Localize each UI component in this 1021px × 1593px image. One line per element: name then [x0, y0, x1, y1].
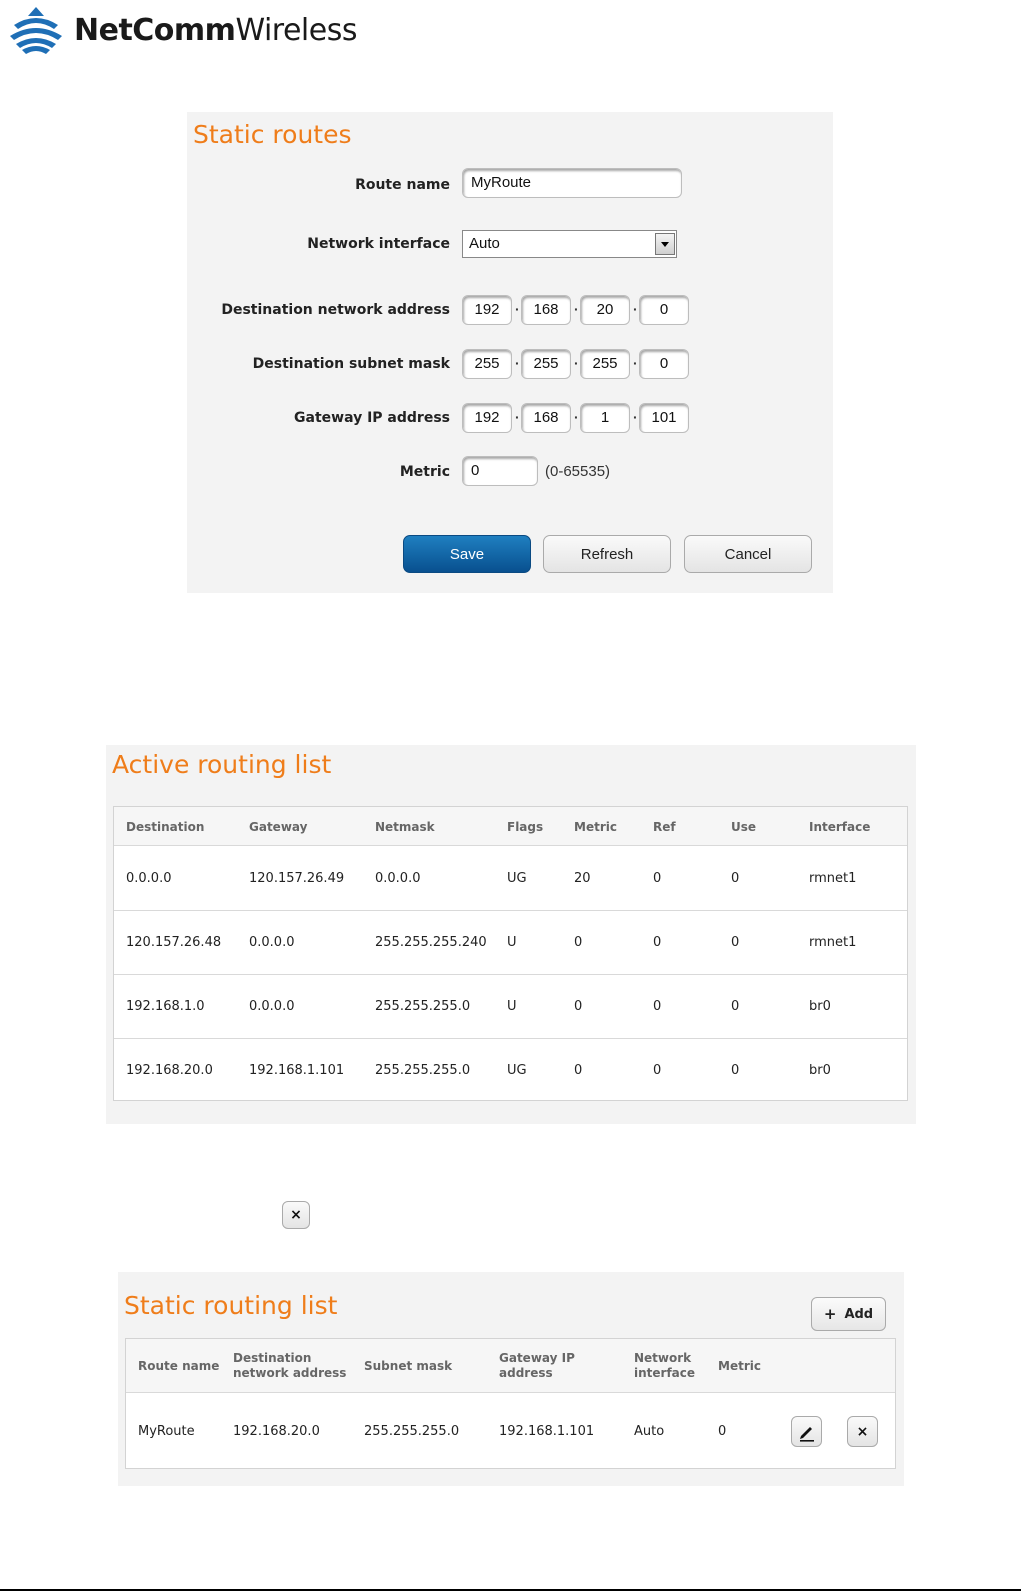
- col-gateway-ip-address: [499, 1351, 575, 1381]
- route-name-label: Route name: [355, 177, 450, 193]
- col-metric-line: Metric: [718, 1359, 761, 1373]
- octet-separator: ·: [633, 409, 638, 425]
- col-network-interface: [634, 1351, 695, 1381]
- table-row: [114, 847, 907, 911]
- gateway-octet-3[interactable]: 1: [580, 403, 630, 433]
- cell-interface: br0: [809, 999, 831, 1014]
- col-metric: [718, 1359, 761, 1374]
- col-header-line-1: Network: [634, 1351, 692, 1365]
- cell-flags: U: [507, 999, 517, 1014]
- cell-ref: 0: [653, 999, 662, 1014]
- octet-separator: ·: [574, 301, 579, 317]
- cell-gateway: 192.168.1.101: [499, 1424, 595, 1439]
- cell-destination: 0.0.0.0: [126, 871, 172, 886]
- cell-use: 0: [731, 1063, 740, 1078]
- edit-route-button[interactable]: [791, 1416, 822, 1447]
- subnet-mask-octet-4[interactable]: 0: [639, 349, 689, 379]
- octet-separator: ·: [574, 409, 579, 425]
- save-button[interactable]: Save: [403, 535, 531, 573]
- cell-metric: 20: [574, 871, 591, 886]
- table-header: [126, 1339, 895, 1393]
- destination-subnet-mask-label: Destination subnet mask: [252, 356, 450, 372]
- close-icon: ×: [290, 1207, 302, 1223]
- gateway-octet-1[interactable]: 192: [462, 403, 512, 433]
- cell-gateway: 0.0.0.0: [249, 935, 295, 950]
- footer-divider: [0, 1589, 1021, 1591]
- delete-icon-sample[interactable]: [282, 1201, 310, 1229]
- cell-use: 0: [731, 935, 740, 950]
- metric-label: Metric: [399, 464, 450, 480]
- table-header: [114, 807, 907, 846]
- subnet-mask-octet-2[interactable]: 255: [521, 349, 571, 379]
- network-interface-select[interactable]: [462, 230, 677, 258]
- network-interface-label: Network interface: [307, 236, 450, 252]
- col-header-line-2: interface: [634, 1366, 696, 1380]
- table-row: [126, 1394, 895, 1469]
- cell-metric: 0: [574, 935, 583, 950]
- cell-flags: UG: [507, 1063, 527, 1078]
- cell-ref: 0: [653, 935, 662, 950]
- octet-separator: ·: [515, 301, 520, 317]
- col-flags: Flags: [507, 820, 544, 834]
- col-subnet-mask: [364, 1359, 452, 1374]
- active-routing-title: Active routing list: [112, 750, 332, 779]
- table-row: [114, 975, 907, 1039]
- cell-gateway: 120.157.26.49: [249, 871, 345, 886]
- add-route-button[interactable]: [811, 1297, 886, 1331]
- col-header-line-1: Destination: [233, 1351, 312, 1365]
- col-header-line-2: network address: [233, 1366, 347, 1380]
- col-route-name-line: Route name: [138, 1359, 220, 1373]
- active-routing-panel: [106, 745, 916, 1124]
- cell-ref: 0: [653, 1063, 662, 1078]
- cell-netmask: 0.0.0.0: [375, 871, 421, 886]
- metric-range-hint: (0-65535): [545, 463, 611, 480]
- gateway-octet-4[interactable]: 101: [639, 403, 689, 433]
- static-routes-title: Static routes: [193, 120, 352, 149]
- col-netmask: Netmask: [375, 820, 435, 834]
- cell-destination: 192.168.1.0: [126, 999, 205, 1014]
- cell-gateway: 192.168.1.101: [249, 1063, 345, 1078]
- col-destination-network-address: [233, 1351, 346, 1381]
- wifi-logo-icon: [8, 5, 64, 55]
- cell-metric: 0: [574, 999, 583, 1014]
- col-ref: Ref: [653, 820, 676, 834]
- delete-route-button[interactable]: [847, 1416, 878, 1447]
- static-routing-table: [125, 1338, 896, 1469]
- cell-ref: 0: [653, 871, 662, 886]
- cell-netmask: 255.255.255.240: [375, 935, 487, 950]
- static-routing-title: Static routing list: [124, 1291, 338, 1320]
- table-row: [114, 911, 907, 975]
- cell-use: 0: [731, 999, 740, 1014]
- plus-icon: +: [823, 1305, 837, 1323]
- metric-input[interactable]: 0: [462, 456, 538, 486]
- dest-address-octet-1[interactable]: 192: [462, 295, 512, 325]
- pencil-icon: [797, 1422, 817, 1442]
- close-icon: ×: [856, 1423, 869, 1440]
- octet-separator: ·: [515, 355, 520, 371]
- cell-route-name: MyRoute: [138, 1424, 195, 1439]
- cell-interface: rmnet1: [809, 935, 857, 950]
- dest-address-octet-2[interactable]: 168: [521, 295, 571, 325]
- add-route-label: Add: [844, 1306, 874, 1322]
- active-routing-table: [113, 806, 908, 1101]
- brand-bold: NetComm: [74, 12, 236, 48]
- octet-separator: ·: [515, 409, 520, 425]
- cell-use: 0: [731, 871, 740, 886]
- col-use: Use: [731, 820, 757, 834]
- dropdown-arrow-icon[interactable]: [655, 233, 675, 255]
- refresh-button[interactable]: Refresh: [543, 535, 671, 573]
- dest-address-octet-3[interactable]: 20: [580, 295, 630, 325]
- octet-separator: ·: [633, 355, 638, 371]
- cell-flags: U: [507, 935, 517, 950]
- cancel-button[interactable]: Cancel: [684, 535, 812, 573]
- dest-address-octet-4[interactable]: 0: [639, 295, 689, 325]
- subnet-mask-octet-3[interactable]: 255: [580, 349, 630, 379]
- netcomm-logo: [8, 6, 357, 54]
- cell-gateway: 0.0.0.0: [249, 999, 295, 1014]
- col-subnet-mask-line: Subnet mask: [364, 1359, 453, 1373]
- cell-interface: rmnet1: [809, 871, 857, 886]
- cell-metric: 0: [574, 1063, 583, 1078]
- destination-network-address-label: Destination network address: [221, 302, 450, 318]
- network-interface-value: Auto: [469, 235, 500, 252]
- col-route-name: [138, 1359, 219, 1374]
- table-row: [114, 1039, 907, 1101]
- col-interface: Interface: [809, 820, 871, 834]
- cell-netmask: 255.255.255.0: [375, 999, 471, 1014]
- static-routes-panel: [187, 112, 833, 593]
- octet-separator: ·: [633, 301, 638, 317]
- gateway-octet-2[interactable]: 168: [521, 403, 571, 433]
- cell-flags: UG: [507, 871, 527, 886]
- static-routing-panel: [118, 1272, 904, 1486]
- octet-separator: ·: [574, 355, 579, 371]
- col-header-line-1: Gateway IP: [499, 1351, 575, 1365]
- route-name-input[interactable]: MyRoute: [462, 168, 682, 198]
- cell-subnet-mask: 255.255.255.0: [364, 1424, 460, 1439]
- cell-destination: 192.168.20.0: [126, 1063, 213, 1078]
- col-destination: Destination: [126, 820, 205, 834]
- cell-interface: br0: [809, 1063, 831, 1078]
- brand-light: Wireless: [235, 12, 357, 48]
- cell-network-interface: Auto: [634, 1424, 665, 1439]
- cell-destination: 192.168.20.0: [233, 1424, 320, 1439]
- col-gateway: Gateway: [249, 820, 308, 834]
- gateway-ip-address-label: Gateway IP address: [294, 410, 450, 426]
- cell-metric: 0: [718, 1424, 727, 1439]
- cell-destination: 120.157.26.48: [126, 935, 222, 950]
- col-header-line-2: address: [499, 1366, 553, 1380]
- col-metric: Metric: [574, 820, 617, 834]
- cell-netmask: 255.255.255.0: [375, 1063, 471, 1078]
- brand-name: [74, 13, 357, 48]
- subnet-mask-octet-1[interactable]: 255: [462, 349, 512, 379]
